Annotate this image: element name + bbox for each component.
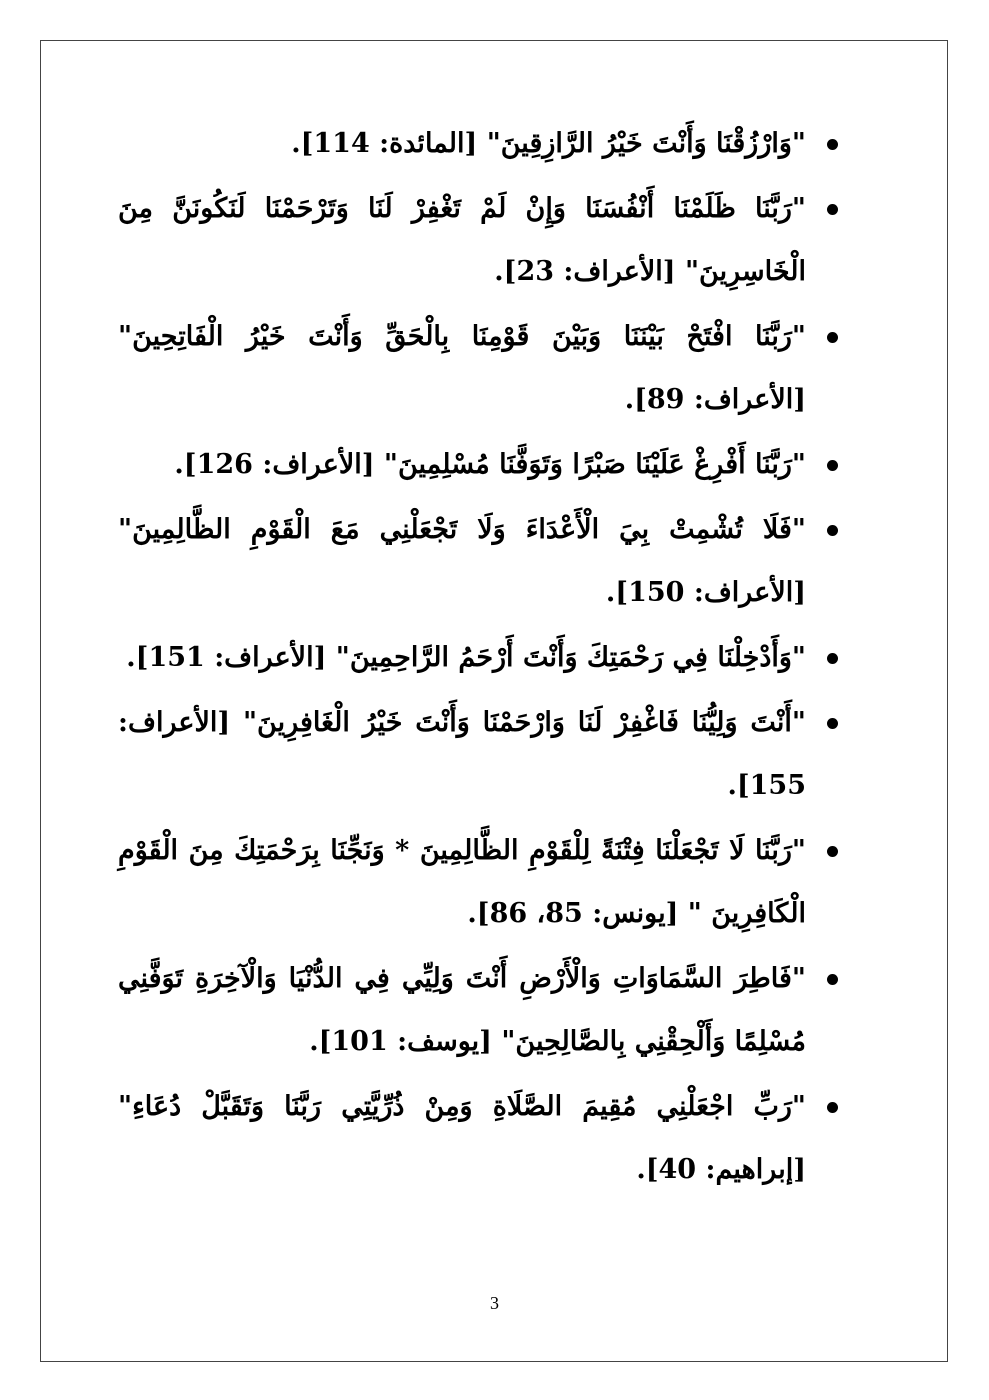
dua-text: "وَارْزُقْنَا وَأَنْتَ خَيْرُ الرَّازِقِينَ" [المائدة: 114]. [291, 128, 806, 159]
dua-text: "رَبَّنَا افْتَحْ بَيْنَنَا وَبَيْنَ قَوْمِنَا بِالْحَقِّ وَأَنْتَ خَيْرُ الْفَاتِحِينَ" [الأعراف: 89]. [118, 321, 806, 415]
dua-list [118, 112, 838, 1203]
dua-text: "فَاطِرَ السَّمَاوَاتِ وَالْأَرْضِ أَنْتَ وَلِيِّي فِي الدُّنْيَا وَالْآخِرَةِ تَوَفَّنِي مُسْلِمًا وَأَلْحِقْنِي بِالصَّالِحِينَ" [يوسف: 101]. [118, 963, 806, 1057]
bullet-icon [827, 332, 838, 343]
page-number: 3 [490, 1293, 499, 1313]
bullet-icon [827, 525, 838, 536]
list-item [118, 433, 838, 496]
dua-text: "وَأَدْخِلْنَا فِي رَحْمَتِكَ وَأَنْتَ أَرْحَمُ الرَّاحِمِينَ" [الأعراف: 151]. [126, 642, 806, 673]
list-item [118, 1075, 838, 1201]
dua-text: "رَبِّ اجْعَلْنِي مُقِيمَ الصَّلَاةِ وَمِنْ ذُرِّيَّتِي رَبَّنَا وَتَقَبَّلْ دُعَاءِ" [إبراهيم: 40]. [118, 1091, 806, 1185]
dua-text: "أَنْتَ وَلِيُّنَا فَاغْفِرْ لَنَا وَارْحَمْنَا وَأَنْتَ خَيْرُ الْغَافِرِينَ" [الأعراف: 155]. [118, 707, 806, 801]
bullet-icon [827, 653, 838, 664]
bullet-icon [827, 204, 838, 215]
bullet-icon [827, 846, 838, 857]
bullet-icon [827, 139, 838, 150]
list-item [118, 691, 838, 817]
dua-text: "فَلَا تُشْمِتْ بِيَ الْأَعْدَاءَ وَلَا تَجْعَلْنِي مَعَ الْقَوْمِ الظَّالِمِينَ" [الأعراف: 150]. [118, 514, 806, 608]
dua-text: "رَبَّنَا لَا تَجْعَلْنَا فِتْنَةً لِلْقَوْمِ الظَّالِمِينَ * وَنَجِّنَا بِرَحْمَتِكَ مِنَ الْقَوْمِ الْكَافِرِينَ " [يونس: 85، 86]. [118, 835, 806, 929]
list-item [118, 626, 838, 689]
list-item [118, 112, 838, 175]
bullet-icon [827, 718, 838, 729]
dua-text: "رَبَّنَا أَفْرِغْ عَلَيْنَا صَبْرًا وَتَوَفَّنَا مُسْلِمِينَ" [الأعراف: 126]. [174, 449, 806, 480]
dua-text: "رَبَّنَا ظَلَمْنَا أَنْفُسَنَا وَإِنْ لَمْ تَغْفِرْ لَنَا وَتَرْحَمْنَا لَنَكُونَنَّ مِنَ الْخَاسِرِينَ" [الأعراف: 23]. [118, 193, 806, 287]
bullet-icon [827, 460, 838, 471]
list-item [118, 947, 838, 1073]
bullet-icon [827, 974, 838, 985]
list-item [118, 498, 838, 624]
list-item [118, 177, 838, 303]
list-item [118, 819, 838, 945]
bullet-icon [827, 1102, 838, 1113]
list-item [118, 305, 838, 431]
